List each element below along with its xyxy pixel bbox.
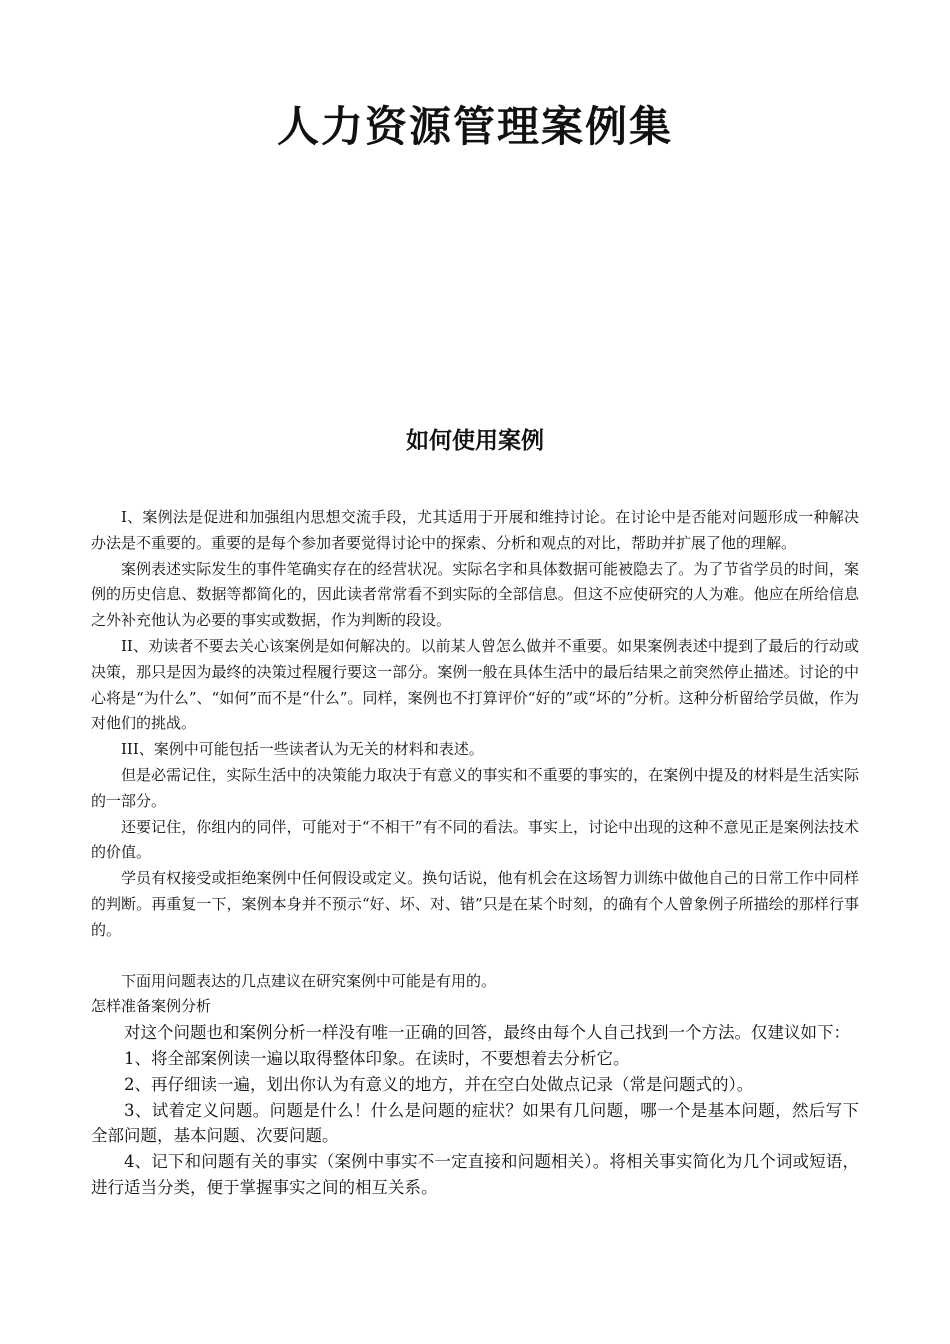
intro-line: 下面用问题表达的几点建议在研究案例中可能是有用的。 <box>121 971 497 990</box>
section-title: 如何使用案例 <box>406 428 544 454</box>
document-title: 人力资源管理案例集 <box>276 102 673 151</box>
step-item: 对这个问题也和案例分析一样没有唯一正确的回答，最终由每个人自己找到一个方法。仅建议如下： <box>124 1023 850 1043</box>
paragraph: 还要记住，你组内的同伴，可能对于“不相干”有不同的看法。事实上，讨论中出现的这种不意见正是案例法技术的价值。 <box>91 817 859 862</box>
paragraph: 案例表述实际发生的事件笔确实存在的经营状况。实际名字和具体数据可能被隐去了。为了节省学员的时间，案例的历史信息、数据等都简化的，因此读者常常看不到实际的全部信息。但这不应使研究的人为难。他应在所给信息之外补充他认为必要的事实或数据，作为判断的段设。 <box>91 559 859 630</box>
step-item: 1、将全部案例读一遍以取得整体印象。在读时，不要想着去分析它。 <box>124 1048 630 1068</box>
step-item: 4、记下和问题有关的事实（案例中事实不一定直接和问题相关）。将相关事实简化为几个词或短语，进行适当分类，便于掌握事实之间的相互关系。 <box>91 1152 859 1197</box>
paragraph: 但是必需记住，实际生活中的决策能力取决于有意义的事实和不重要的事实的，在案例中提及的材料是生活实际的一部分。 <box>91 765 859 810</box>
spacer <box>91 944 859 969</box>
paragraph: I、案例法是促进和加强组内思想交流手段，尤其适用于开展和维持讨论。在讨论中是否能对问题形成一种解决办法是不重要的。重要的是每个参加者要觉得讨论中的探索、分析和观点的对比，帮助并扩展了他的理解。 <box>91 508 859 552</box>
document-body <box>91 505 859 1201</box>
step-item: 2、再仔细读一遍，划出你认为有意义的地方，并在空白处做点记录（常是问题式的）。 <box>124 1074 754 1094</box>
step-item: 3、试着定义问题。问题是什么！什么是问题的症状？如果有几问题，哪一个是基本问题，然后写下全部问题，基本问题、次要问题。 <box>91 1100 859 1146</box>
paragraph: II、劝读者不要去关心该案例是如何解决的。以前某人曾怎么做并不重要。如果案例表述中提到了最后的行动或决策，那只是因为最终的决策过程履行要这一部分。案例一般在具体生活中的最后结果之前突然停止描述。讨论的中心将是“为什么”、“如何”而不是“什么”。同样，案例也不打算评价“好的”或“坏的”分析。这种分析留给学员做，作为对他们的挑战。 <box>91 636 859 733</box>
paragraph: III、案例中可能包括一些读者认为无关的材料和表述。 <box>121 740 484 759</box>
paragraph: 学员有权接受或拒绝案例中任何假设或定义。换句话说，他有机会在这场智力训练中做他自己的日常工作中同样的判断。再重复一下，案例本身并不预示“好、坏、对、错”只是在某个时刻，的确有个人曾象例子所描绘的那样行事的。 <box>91 869 859 939</box>
subheading: 怎样准备案例分析 <box>91 997 212 1016</box>
